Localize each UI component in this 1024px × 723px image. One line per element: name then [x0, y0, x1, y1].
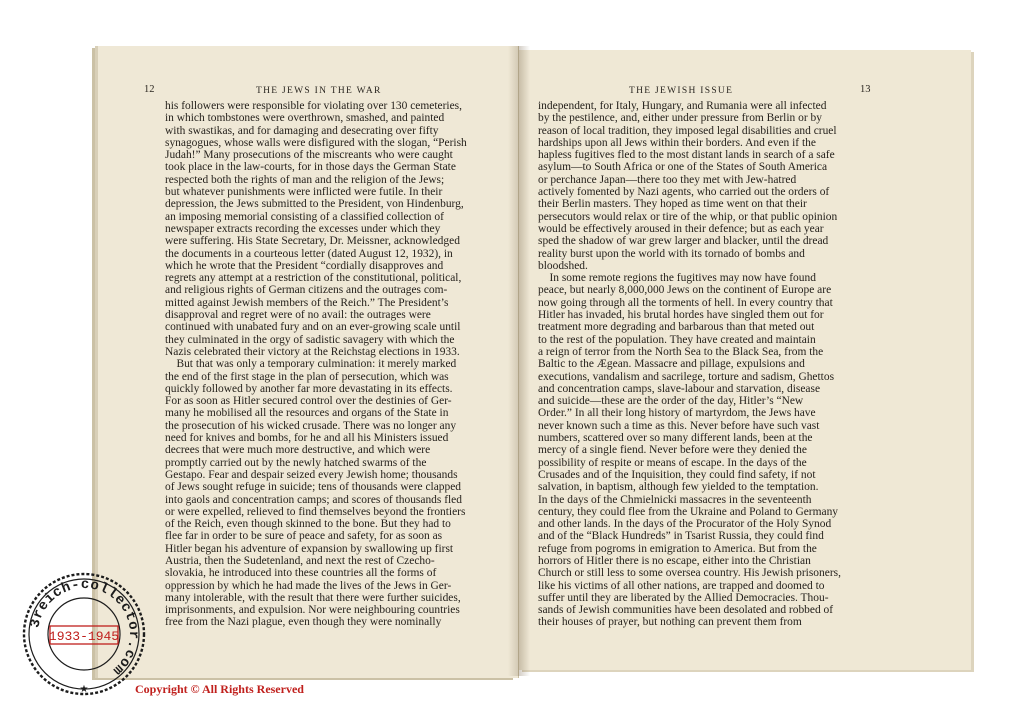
left-page-text [165, 100, 505, 629]
text-line: Hitler has invaded, his brutal hordes have singled them out for [538, 309, 824, 322]
text-line: and suicide—these are the order of the day, Hitler’s “New [538, 395, 804, 408]
text-line: But that was only a temporary culmination: it merely marked [165, 358, 457, 371]
text-line: their houses of prayer, but nothing can prevent them from [538, 616, 802, 629]
text-line: continued with unabated fury and on an ever-growing scale until [165, 321, 461, 334]
text-line: took place in the law-courts, for in those days the German State [165, 161, 456, 174]
text-line: never known such a time as this. Never before have such vast [538, 419, 820, 432]
text-line: Gestapo. Fear and despair seized every Jewish home; thousands [165, 468, 458, 481]
text-line: with swastikas, and for damaging and desecrating over fifty [165, 124, 439, 137]
right-page [519, 50, 971, 670]
text-line: Crusades and of the Inquisition, they could find safety, if not [538, 468, 816, 481]
text-line: but whatever punishments were inflicted were futile. In their [165, 186, 443, 199]
text-line: hardships upon all Jews within their borders. And even if the [538, 136, 816, 149]
text-line: of the Reich, even though skinned to the bone. But they had to [165, 518, 451, 531]
text-line: of Jews sought refuge in suicide; tens of thousands were clapped [165, 481, 462, 494]
text-line: century, they could flee from the Ukraine and Poland to Germany [538, 505, 839, 518]
text-line: would be effectively aroused in their defence; but as each year [538, 222, 824, 235]
page-number-right: 13 [860, 84, 871, 95]
text-line: suffer until they are liberated by the Allied Democracies. Thou- [538, 591, 829, 604]
page-number-left: 12 [144, 84, 155, 95]
text-line: the documents in a courteous letter (dated August 12, 1932), in [165, 247, 453, 260]
text-line: sped the shadow of war grew larger and blacker, until the dread [538, 235, 829, 248]
text-line: hapless fugitives fled to the most distant lands in search of a safe [538, 149, 835, 162]
stamp-ring-text: 3reich-collector.com [27, 576, 142, 679]
text-line: sands of Jewish communities have been desolated and robbed of [538, 604, 834, 617]
text-line: Order.” In all their long history of martyrdom, the Jews have [538, 407, 816, 420]
text-line: and of the “Black Hundreds” in Tsarist Russia, they could find [538, 530, 824, 543]
text-line: Judah!” Many prosecutions of the miscreants who were caught [165, 149, 453, 162]
text-line: In some remote regions the fugitives may now have found [538, 272, 816, 285]
text-line: now going through all the torments of hell. In every country that [538, 296, 833, 309]
text-line: they culminated in the orgy of sadistic savagery with which the [165, 333, 455, 346]
text-line: need for knives and bombs, for he and all his Ministers issued [165, 432, 449, 445]
text-line: imprisonments, and expulsion. Nor were neighbouring countries [165, 604, 460, 617]
text-line: the prosecution of his wicked crusade. There was no longer any [165, 419, 457, 432]
text-line: in which tombstones were overthrown, smashed, and painted [165, 112, 445, 125]
text-line: reality burst upon the world with its tornado of bombs and [538, 247, 805, 260]
text-line: quickly followed by another far more devastating in its effects. [165, 382, 453, 395]
text-line: or were expelled, relieved to find themselves beyond the frontiers [165, 505, 466, 518]
text-line: Austria, then the Sudetenland, and next the rest of Czecho- [165, 554, 435, 567]
text-line: to the rest of the population. They have created and maintain [538, 333, 816, 346]
text-line: refuge from pogroms in emigration to America. But from the [538, 542, 817, 555]
text-line: treatment more degrading and barbarous than that meted out [538, 321, 815, 334]
text-line: their Berlin masters. They hoped as time went on that their [538, 198, 807, 211]
text-line: many he mobilised all the resources and organs of the State in [165, 407, 449, 420]
text-line: salvation, in baptism, although few yielded to the temptation. [538, 481, 819, 494]
book-gutter [508, 46, 530, 676]
text-line: and religious rights of German citizens and the outrages com- [165, 284, 448, 297]
text-line: reason of local tradition, they imposed legal disabilities and cruel [538, 124, 837, 137]
text-line: peace, but nearly 8,000,000 Jews on the continent of Europe are [538, 284, 832, 297]
stamp-years: 1933-1945 [48, 629, 120, 644]
text-line: slovakia, he introduced into these countries all the forms of [165, 567, 437, 580]
text-line: possibility of respite or means of escape. In the days of the [538, 456, 807, 469]
text-line: promptly carried out by the newly hatched swarms of the [165, 456, 427, 469]
text-line: mitted against Jewish members of the Reich.” The President’s [165, 296, 449, 309]
text-line: persecutors would relax or tire of the whip, or that public opinion [538, 210, 838, 223]
text-line: and concentration camps, slave-labour and starvation, disease [538, 382, 821, 395]
text-line: newspaper extracts recording the excesses under which they [165, 222, 441, 235]
text-line: his followers were responsible for violating over 130 cemeteries, [165, 100, 462, 112]
left-page [98, 46, 519, 678]
text-line: In the days of the Chmielnicki massacres in the seventeenth [538, 493, 812, 506]
open-book [98, 44, 972, 680]
text-line: horrors of Hitler there is no escape, either into the Christian [538, 554, 811, 567]
text-line: which he wrote that the President “cordially disapproves and [165, 259, 444, 272]
text-line: bloodshed. [538, 259, 588, 272]
text-line: like his victims of all other nations, are trapped and doomed to [538, 579, 825, 592]
text-line: flee far in order to be sure of peace and safety, for as soon as [165, 530, 443, 543]
text-line: were suffering. His State Secretary, Dr. Meissner, acknowledged [165, 235, 460, 248]
text-line: the end of the first stage in the plan of persecution, which was [165, 370, 449, 383]
text-line: Hitler began his adventure of expansion by swallowing up first [165, 542, 454, 555]
text-line: disapproval and regret were of no avail: the outrages were [165, 309, 431, 322]
text-line: executions, vandalism and sacrilege, torture and sadism, Ghettos [538, 370, 835, 383]
running-head-right: THE JEWISH ISSUE [629, 86, 734, 96]
text-line: free from the Nazi plague, even though they were nominally [165, 616, 442, 629]
text-line: Church or still less to some oversea country. His Jewish prisoners, [538, 567, 841, 580]
running-head-left: THE JEWS IN THE WAR [256, 86, 382, 96]
text-line: independent, for Italy, Hungary, and Rumania were all infected [538, 100, 827, 112]
text-line: decrees that were much more destructive, and which were [165, 444, 431, 457]
text-line: numbers, scattered over so many different lands, been at the [538, 432, 813, 445]
text-line: into gaols and concentration camps; and scores of thousands fled [165, 493, 462, 506]
text-line: a reign of terror from the North Sea to the Black Sea, from the [538, 345, 824, 358]
right-page-text [538, 100, 878, 629]
text-line: actively fomented by Nazi agents, who carried out the orders of [538, 186, 830, 199]
text-line: synagogues, whose walls were disfigured with the slogan, “Perish [165, 136, 467, 149]
text-line: depression, the Jews submitted to the President, von Hindenburg, [165, 198, 464, 211]
text-line: respected both the rights of man and the religion of the Jews; [165, 173, 445, 186]
text-line: or perchance Japan—there too they met with Jew-hatred [538, 173, 797, 186]
text-line: and other lands. In the days of the Procurator of the Holy Synod [538, 518, 832, 531]
text-line: For as soon as Hitler secured control over the destinies of Ger- [165, 395, 452, 408]
text-line: by the pestilence, and, either under pressure from Berlin or by [538, 112, 822, 125]
text-line: an imposing memorial consisting of a classified collection of [165, 210, 444, 223]
collector-stamp [20, 570, 148, 698]
text-line: asylum—to South Africa or one of the States of South America [538, 161, 828, 174]
text-line: many intolerable, with the result that there were further suicides, [165, 591, 461, 604]
copyright-notice: Copyright © All Rights Reserved [135, 682, 304, 696]
text-line: regrets any attempt at a restriction of the constitutional, political, [165, 272, 462, 285]
text-line: Nazis celebrated their victory at the Reichstag elections in 1933. [165, 345, 460, 358]
stamp-star-icon: ★ [79, 684, 89, 695]
text-line: Baltic to the Ægean. Massacre and pillage, expulsions and [538, 358, 805, 371]
text-line: mercy of a single fiend. Never before were they denied the [538, 444, 807, 457]
text-line: oppression by which he had made the lives of the Jews in Ger- [165, 579, 452, 592]
